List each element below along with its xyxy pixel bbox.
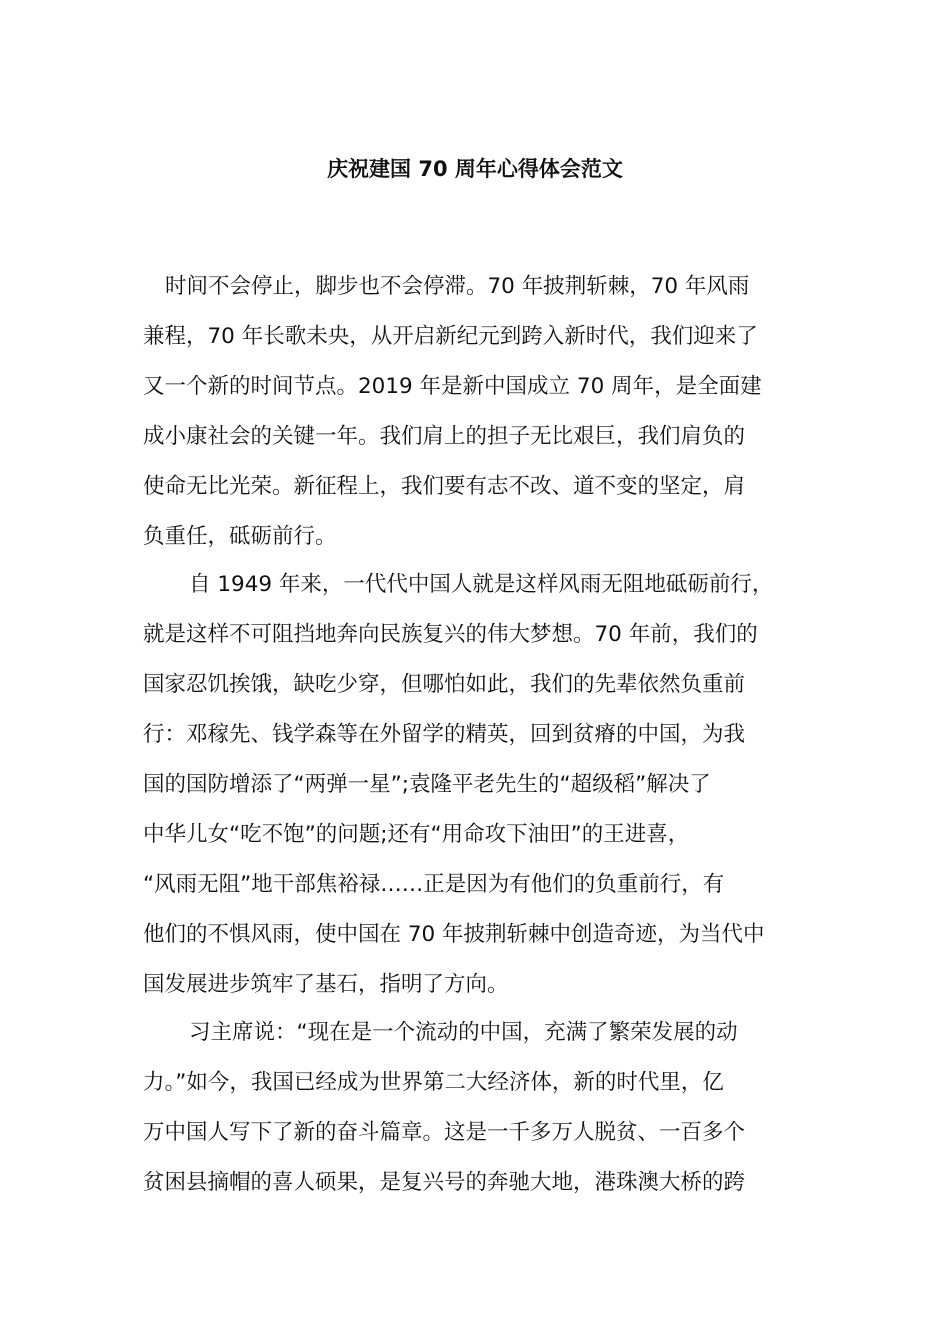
- body-line: 贫困县摘帽的喜人硕果，是复兴号的奔驰大地，港珠澳大桥的跨: [143, 1170, 746, 1195]
- body-line: 国家忍饥挨饿，缺吃少穿，但哪怕如此，我们的先辈依然负重前: [143, 672, 746, 697]
- body-line: 行：邓稼先、钱学森等在外留学的精英，回到贫瘠的中国，为我: [143, 722, 746, 747]
- body-line: “风雨无阻”地干部焦裕禄……正是因为有他们的负重前行，有: [143, 872, 725, 897]
- body-line: 负重任，砥砺前行。: [143, 524, 337, 549]
- body-line: 习主席说：“现在是一个流动的中国，充满了繁荣发展的动: [189, 1020, 738, 1045]
- document-title: 庆祝建国 70 周年心得体会范文: [327, 157, 623, 181]
- body-line: 成小康社会的关键一年。我们肩上的担子无比艰巨，我们肩负的: [143, 424, 746, 449]
- body-line: 中华儿女“吃不饱”的问题;还有“用命攻下油田”的王进喜，: [143, 822, 690, 847]
- body-line: 他们的不惧风雨，使中国在 70 年披荆斩棘中创造奇迹，为当代中: [143, 922, 765, 947]
- body-line: 国发展进步筑牢了基石，指明了方向。: [143, 972, 509, 997]
- body-line: 自 1949 年来，一代代中国人就是这样风雨无阻地砥砺前行，: [189, 572, 774, 597]
- body-line: 使命无比光荣。新征程上，我们要有志不改、道不变的坚定，肩: [143, 474, 746, 499]
- body-line: 力。”如今，我国已经成为世界第二大经济体，新的时代里，亿: [143, 1070, 724, 1095]
- body-line: 就是这样不可阻挡地奔向民族复兴的伟大梦想。70 年前，我们的: [143, 622, 758, 647]
- body-line: 国的国防增添了“两弹一星”;袁隆平老先生的“超级稻”解决了: [143, 772, 711, 797]
- body-line: 又一个新的时间节点。2019 年是新中国成立 70 周年，是全面建: [143, 374, 762, 399]
- body-line: 万中国人写下了新的奋斗篇章。这是一千多万人脱贫、一百多个: [143, 1120, 746, 1145]
- body-line: 兼程，70 年长歌未央，从开启新纪元到跨入新时代，我们迎来了: [143, 324, 758, 349]
- body-line: 时间不会停止，脚步也不会停滞。70 年披荆斩棘，70 年风雨: [165, 274, 750, 299]
